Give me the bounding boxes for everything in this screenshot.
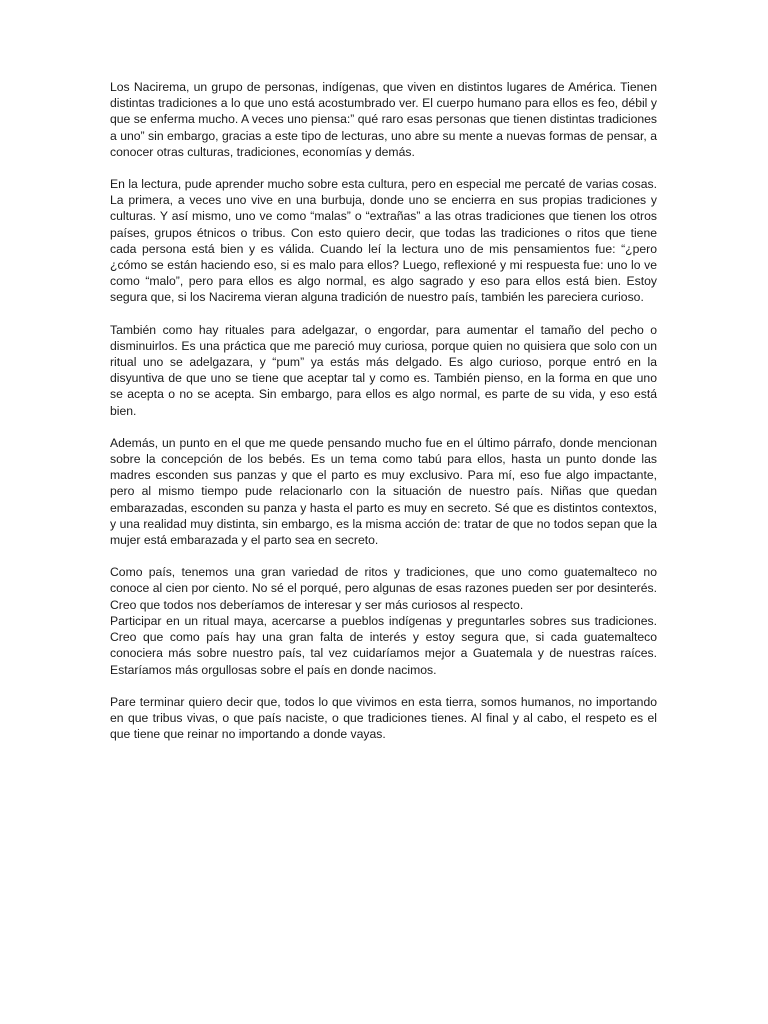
paragraph-6: Participar en un ritual maya, acercarse a pueblos indígenas y preguntarles sobres sus tradiciones. Creo que como país hay una gran falta de interés y estoy segura que, si cada guatemalteco conociera más sobre nuestro país, tal vez cuidaríamos mejor a Guatemala y de nuestras raíces. Estaríamos más orgullosas sobre el país en donde nacimos. [110,613,657,677]
paragraph-3: También como hay rituales para adelgazar, o engordar, para aumentar el tamaño del pecho o disminuirlos. Es una práctica que me pareció muy curiosa, porque quien no quisiera que solo con un ritual uno se adelgazara, y “pum” ya estás más delgado. Es algo curioso, porque entró en la disyuntiva de que uno se tiene que aceptar tal y como es. También pienso, en la forma en que uno se acepta o no se acepta. Sin embargo, para ellos es algo normal, es parte de su vida, y eso está bien. [110,322,657,418]
paragraph-7: Pare terminar quiero decir que, todos lo que vivimos en esta tierra, somos humanos, no importando en que tribus vivas, o que país naciste, o que tradiciones tienes. Al final y al cabo, el respeto es el que tiene que reinar no importando a donde vayas. [110,694,657,742]
paragraph-1: Los Nacirema, un grupo de personas, indígenas, que viven en distintos lugares de América. Tienen distintas tradiciones a lo que uno está acostumbrado ver. El cuerpo humano para ellos es feo, débil y que se enferma mucho. A veces uno piensa:” qué raro esas personas que tienen distintas tradiciones a uno” sin embargo, gracias a este tipo de lecturas, uno abre su mente a nuevas formas de pensar, a conocer otras culturas, tradiciones, economías y demás. [110,80,657,159]
paragraph-4: Además, un punto en el que me quede pensando mucho fue en el último párrafo, donde mencionan sobre la concepción de los bebés. Es un tema como tabú para ellos, hasta un punto donde las madres esconden sus panzas y que el parto es muy exclusivo. Para mí, eso fue algo impactante, pero al mismo tiempo pude relacionarlo con la situación de nuestro país. Niñas que quedan embarazadas, esconden su panza y hasta el parto es muy en secreto. Sé que es distintos contextos, y una realidad muy distinta, sin embargo, es la misma acción de: tratar de que no todos sepan que la mujer está embarazada y el parto sea en secreto. [110,435,657,548]
paragraph-2: En la lectura, pude aprender mucho sobre esta cultura, pero en especial me percaté de varias cosas. La primera, a veces uno vive en una burbuja, donde uno se encierra en sus propias tradiciones y culturas. Y así mismo, uno ve como “malas” o “extrañas” a las otras tradiciones que tienen los otros países, grupos étnicos o tribus. Con esto quiero decir, que todas las tradiciones o ritos que tiene cada persona está bien y es válida. Cuando leí la lectura uno de mis pensamientos fue: “¿pero ¿cómo se están haciendo eso, si es malo para ellos? Luego, reflexioné y mi respuesta fue: uno lo ve como “malo”, pero para ellos es algo normal, es algo sagrado y eso para ellos está bien. Estoy segura que, si los Nacirema vieran alguna tradición de nuestro país, también les pareciera curioso. [110,177,657,305]
paragraph-5: Como país, tenemos una gran variedad de ritos y tradiciones, que uno como guatemalteco no conoce al cien por ciento. No sé el porqué, pero algunas de esas razones pueden ser por desinterés. Creo que todos nos deberíamos de interesar y ser más curiosos al respecto. [110,565,657,612]
